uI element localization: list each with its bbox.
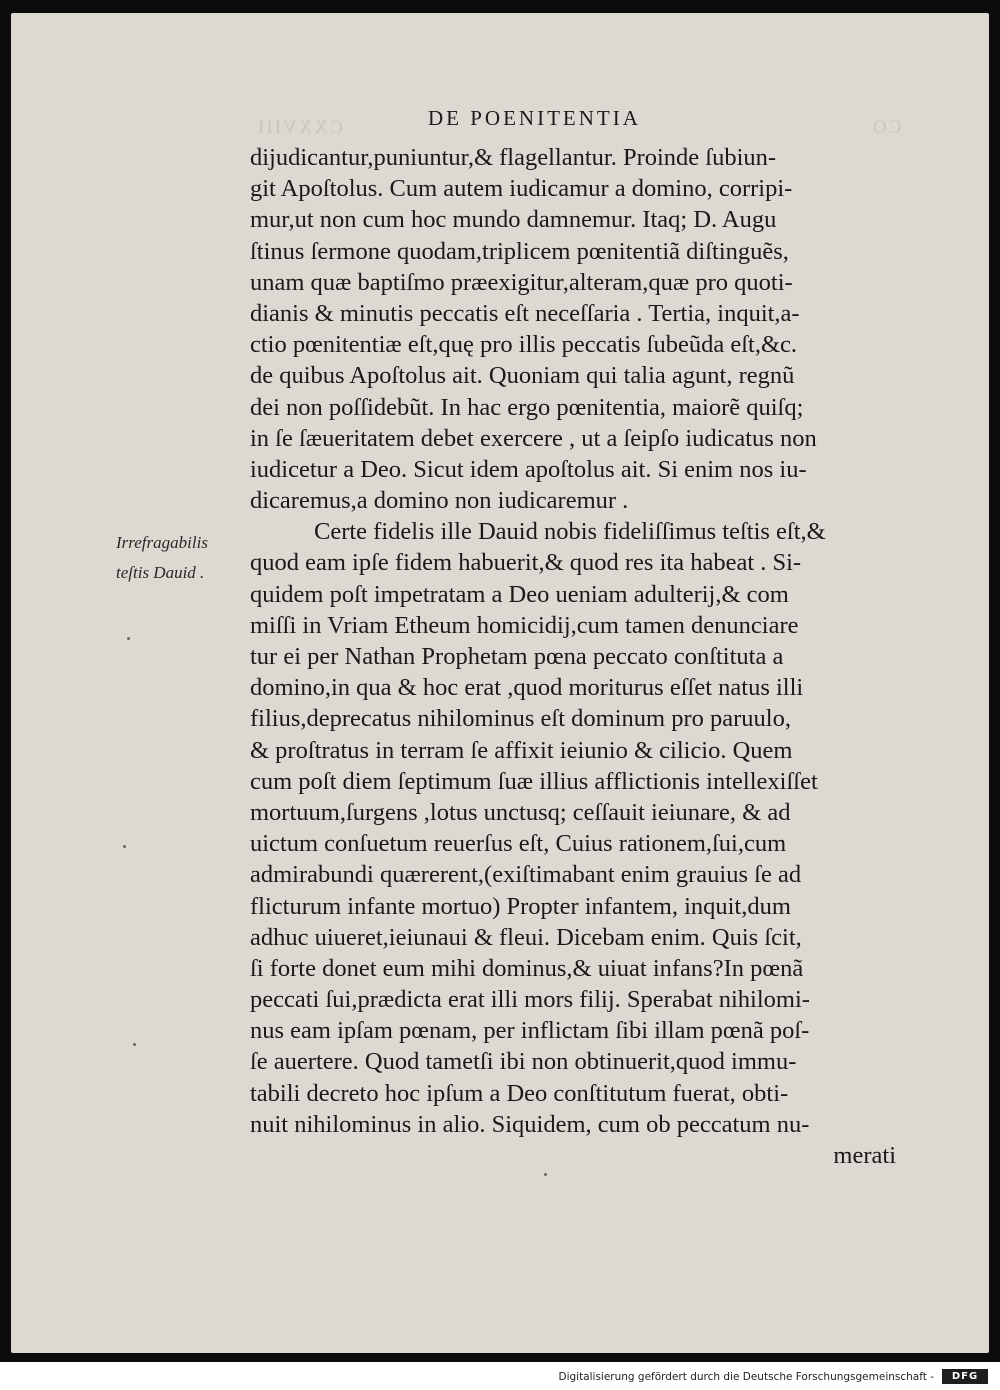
- text-line: miſſi in Vriam Etheum homicidij,cum tamen denunciare: [250, 611, 799, 639]
- marginal-note-line: Irrefragabilis: [116, 533, 208, 552]
- page-speck: [127, 637, 130, 640]
- digitization-credit: Digitalisierung gefördert durch die Deutsche Forschungsgemeinschaft -: [558, 1371, 934, 1383]
- text-line: uictum conſuetum reuerſus eſt, Cuius rationem,ſui,cum: [250, 830, 787, 858]
- text-line: git Apoſtolus. Cum autem iudicamur a domino, corripi-: [250, 175, 793, 203]
- text-line: nuit nihilominus in alio. Siquidem, cum ob peccatum nu-: [250, 1110, 810, 1138]
- main-text-block: [250, 142, 910, 1171]
- dfg-logo: DFG: [942, 1369, 988, 1384]
- text-line: flicturum infante mortuo) Propter infantem, inquit,dum: [250, 892, 791, 920]
- text-line: unam quæ baptiſmo præexigitur,alteram,quæ pro quoti-: [250, 268, 793, 296]
- text-line: quod eam ipſe fidem habuerit,& quod res ita habeat . Si-: [250, 549, 802, 577]
- text-line: dicaremus,a domino non iudicaremur .: [250, 487, 629, 515]
- text-line: dijudicantur,puniuntur,& flagellantur. Proinde ſubiun-: [250, 144, 777, 171]
- text-line: ſtinus ſermone quodam,triplicem pœnitentiã diſtinguẽs,: [250, 237, 789, 265]
- marginal-note: [116, 528, 208, 588]
- text-line: tur ei per Nathan Prophetam pœna peccato conſtituta a: [250, 643, 784, 670]
- text-line: filius,deprecatus nihilominus eſt dominum pro paruulo,: [250, 705, 791, 733]
- page-speck: [123, 845, 126, 848]
- page-speck: [544, 1173, 547, 1176]
- running-head: DE POENITENTIA: [428, 106, 641, 130]
- text-line: iudicetur a Deo. Sicut idem apoſtolus ait. Si enim nos iu-: [250, 455, 807, 483]
- text-line: nus eam ipſam pœnam, per inflictam ſibi illam pœnã poſ-: [250, 1017, 810, 1045]
- text-line: adhuc uiueret,ieiunaui & fleui. Dicebam enim. Quis ſcit,: [250, 923, 802, 951]
- text-line: mortuum,ſurgens ,lotus unctusq; ceſſauit ieiunare, & ad: [250, 798, 791, 826]
- bleed-through-text: CXXVIII: [256, 117, 343, 138]
- text-line: ſi forte donet eum mihi dominus,& uiuat infans?In pœnã: [250, 954, 804, 982]
- text-line: & proſtratus in terram ſe affixit ieiunio & cilicio. Quem: [250, 736, 793, 764]
- text-line: Certe fidelis ille Dauid nobis fideliſſimus teſtis eſt,&: [314, 518, 826, 546]
- text-line: dei non poſſidebũt. In hac ergo pœnitentia, maiorẽ quiſq;: [250, 393, 804, 421]
- text-line: admirabundi quærerent,(exiſtimabant enim grauius ſe ad: [250, 861, 802, 889]
- page-speck: [133, 1043, 136, 1046]
- text-line: tabili decreto hoc ipſum a Deo conſtitutum fuerat, obti-: [250, 1079, 789, 1107]
- text-line: in ſe ſæueritatem debet exercere , ut a ſeipſo iudicatus non: [250, 424, 817, 452]
- text-line: cum poſt diem ſeptimum ſuæ illius afflictionis intellexiſſet: [250, 767, 818, 795]
- text-line: ſe auertere. Quod tametſi ibi non obtinuerit,quod immu-: [250, 1048, 797, 1076]
- text-line: domino,in qua & hoc erat ,quod moriturus eſſet natus illi: [250, 674, 804, 702]
- text-line: de quibus Apoſtolus ait. Quoniam qui talia agunt, regnũ: [250, 362, 795, 390]
- text-line: quidem poſt impetratam a Deo ueniam adulterij,& com: [250, 580, 789, 608]
- text-line: merati: [833, 1142, 896, 1169]
- bleed-through-text: CO: [871, 117, 902, 138]
- marginal-note-line: teſtis Dauid .: [116, 563, 205, 582]
- text-line: peccati ſui,prædicta erat illi mors filij. Sperabat nihilomi-: [250, 986, 810, 1014]
- text-line: ctio pœnitentiæ eſt,quę pro illis peccatis ſubeũda eſt,&c.: [250, 331, 798, 359]
- text-line: dianis & minutis peccatis eſt neceſſaria . Tertia, inquit,a-: [250, 299, 800, 327]
- text-line: mur,ut non cum hoc mundo damnemur. Itaq; D. Augu: [250, 206, 777, 234]
